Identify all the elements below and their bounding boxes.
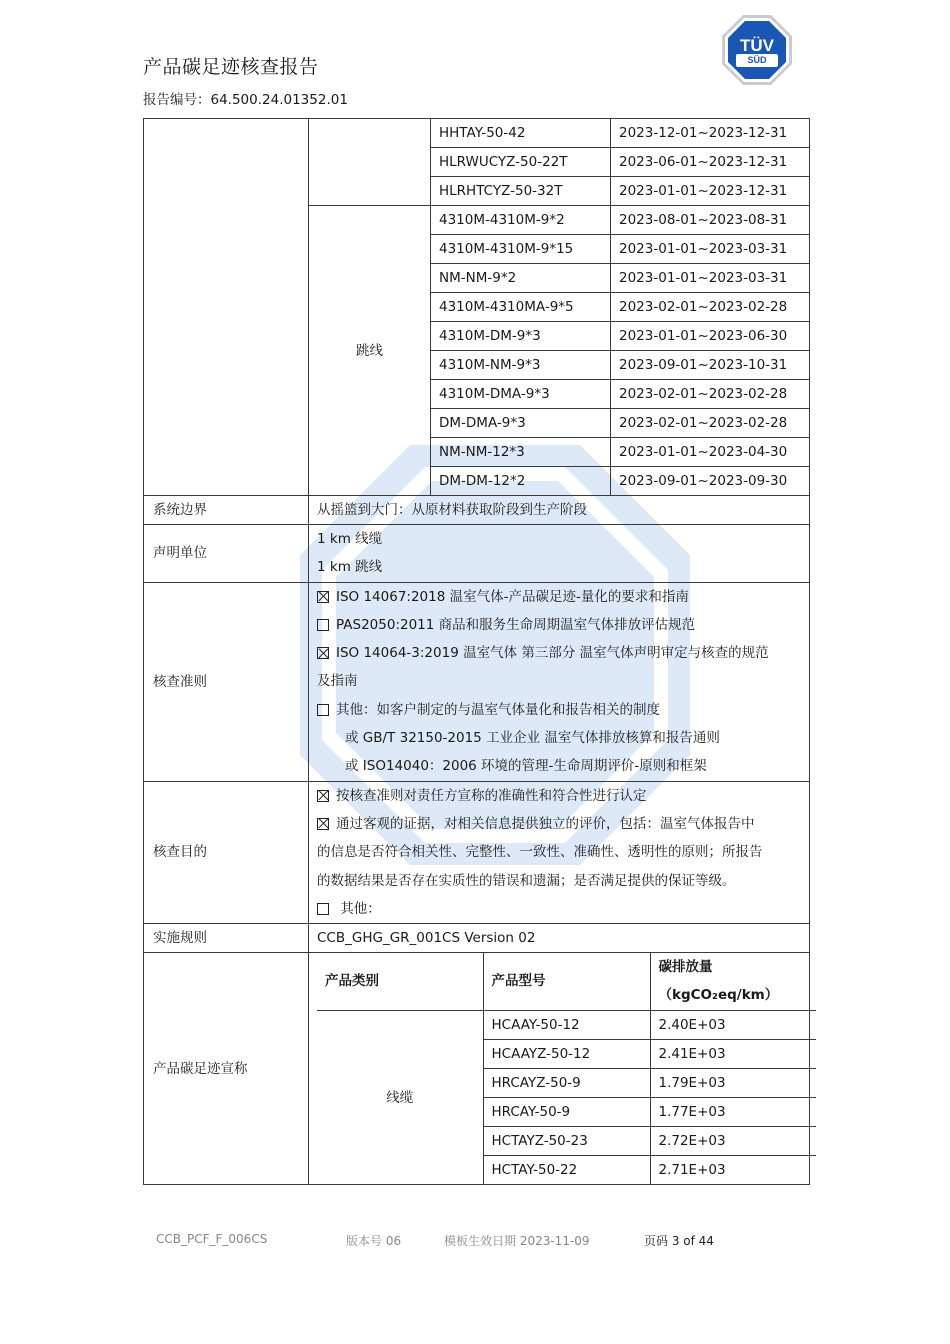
period-cell: 2023-06-01~2023-12-31	[611, 148, 810, 177]
checked-box-icon	[317, 790, 329, 802]
claim-header-category: 产品类别	[317, 953, 483, 1010]
purpose-label: 核查目的	[144, 781, 309, 923]
claim-header-model: 产品型号	[483, 953, 650, 1010]
claim-model-cell: HRCAY-50-9	[483, 1097, 650, 1126]
model-cell: 4310M-NM-9*3	[431, 351, 611, 380]
claim-value-cell: 2.71E+03	[658, 1162, 726, 1178]
criteria-item	[317, 696, 801, 724]
model-cell: NM-NM-9*2	[431, 264, 611, 293]
model-cell: 4310M-DMA-9*3	[431, 380, 611, 409]
claim-subtable-cell	[309, 953, 810, 1185]
purpose-text: 其他：	[336, 900, 381, 917]
purpose-value	[309, 781, 810, 923]
criteria-item	[317, 639, 801, 667]
emission-unit: （kgCO₂eq/km）	[658, 987, 779, 1004]
footer-form-code: CCB_PCF_F_006CS	[156, 1232, 268, 1246]
continued-category-cell	[309, 119, 431, 206]
report-main-table	[143, 118, 810, 1185]
claim-model-cell: HCTAY-50-22	[483, 1155, 650, 1184]
checked-box-icon	[317, 647, 329, 659]
checked-box-icon	[317, 591, 329, 603]
period-cell: 2023-01-01~2023-06-30	[611, 322, 810, 351]
period-cell: 2023-02-01~2023-02-28	[611, 380, 810, 409]
report-number: 报告编号：64.500.24.01352.01	[143, 92, 348, 108]
period-cell: 2023-09-01~2023-09-30	[611, 467, 810, 496]
model-cell: HLRWUCYZ-50-22T	[431, 148, 611, 177]
report-title: 产品碳足迹核查报告	[143, 56, 319, 78]
criteria-text: ISO 14064-3:2019 温室气体 第三部分 温室气体声明审定与核查的规范	[336, 645, 769, 662]
period-cell: 2023-01-01~2023-03-31	[611, 235, 810, 264]
continued-label-cell	[144, 119, 309, 496]
purpose-item	[317, 810, 801, 838]
criteria-text: 其他：如客户制定的与温室气体量化和报告相关的制度	[336, 701, 660, 718]
claim-model-cell: HCTAYZ-50-23	[483, 1126, 650, 1155]
claim-value-cell: 2.41E+03	[650, 1039, 816, 1068]
unchecked-box-icon	[317, 704, 329, 716]
footer-version: 版本号 06	[346, 1234, 402, 1248]
period-cell: 2023-12-01~2023-12-31	[611, 119, 810, 148]
period-cell: 2023-01-01~2023-03-31	[611, 264, 810, 293]
checked-box-icon	[317, 818, 329, 830]
criteria-text: ISO 14067:2018 温室气体-产品碳足迹-量化的要求和指南	[336, 588, 689, 605]
footer-page-number: 页码 3 of 44	[644, 1234, 714, 1248]
criteria-text: PAS2050:2011 商品和服务生命周期温室气体排放评估规范	[336, 616, 696, 633]
system-boundary-label: 系统边界	[144, 496, 309, 525]
criteria-cont: 及指南	[317, 673, 358, 690]
model-cell: 4310M-4310M-9*15	[431, 235, 611, 264]
claim-value-cell: 1.79E+03	[650, 1068, 816, 1097]
purpose-text: 通过客观的证据，对相关信息提供独立的评价，包括：温室气体报告中	[336, 815, 755, 832]
criteria-item	[317, 611, 801, 639]
claim-model-cell: HCAAY-50-12	[483, 1010, 650, 1039]
criteria-item	[317, 583, 801, 611]
period-cell: 2023-01-01~2023-04-30	[611, 438, 810, 467]
unchecked-box-icon	[317, 619, 329, 631]
unchecked-box-icon	[317, 903, 329, 915]
claim-table	[317, 953, 816, 1184]
jumper-category-cell: 跳线	[309, 206, 431, 496]
declared-unit-line: 1 km 跳线	[317, 559, 383, 576]
claim-category-cell: 线缆	[317, 1010, 483, 1184]
claim-header-emission	[650, 953, 816, 1010]
period-cell: 2023-02-01~2023-02-28	[611, 293, 810, 322]
criteria-label: 核查准则	[144, 582, 309, 781]
claim-label: 产品碳足迹宣称	[144, 953, 309, 1185]
purpose-text: 按核查准则对责任方宣称的准确性和符合性进行认定	[336, 787, 647, 804]
purpose-item	[317, 895, 801, 923]
system-boundary-value: 从摇篮到大门：从原材料获取阶段到生产阶段	[309, 496, 810, 525]
logo-text-tuv: TÜV	[740, 36, 774, 55]
emission-title: 碳排放量	[658, 959, 713, 976]
model-cell: 4310M-4310MA-9*5	[431, 293, 611, 322]
logo-text-sud: SÜD	[747, 55, 767, 65]
claim-model-cell: HRCAYZ-50-9	[483, 1068, 650, 1097]
model-cell: NM-NM-12*3	[431, 438, 611, 467]
declared-unit-value	[309, 525, 810, 583]
criteria-other-line: 或 GB/T 32150-2015 工业企业 温室气体排放核算和报告通则	[345, 730, 720, 747]
rules-value: CCB_GHG_GR_001CS Version 02	[309, 924, 810, 953]
period-cell: 2023-09-01~2023-10-31	[611, 351, 810, 380]
criteria-other-line: 或 ISO14040：2006 环境的管理-生命周期评价-原则和框架	[345, 758, 707, 775]
declared-unit-line: 1 km 线缆	[317, 531, 383, 547]
model-cell: DM-DMA-9*3	[431, 409, 611, 438]
purpose-line: 的数据结果是否存在实质性的错误和遗漏；是否满足提供的保证等级。	[317, 872, 736, 889]
claim-model-cell: HCAAYZ-50-12	[483, 1039, 650, 1068]
rules-label: 实施规则	[144, 924, 309, 953]
model-cell: HHTAY-50-42	[431, 119, 611, 148]
period-cell: 2023-01-01~2023-12-31	[611, 177, 810, 206]
model-cell: DM-DM-12*2	[431, 467, 611, 496]
model-cell: 4310M-4310M-9*2	[431, 206, 611, 235]
period-cell: 2023-08-01~2023-08-31	[611, 206, 810, 235]
footer-effective-date: 模板生效日期 2023-11-09	[444, 1234, 590, 1248]
claim-value-cell: 1.77E+03	[650, 1097, 816, 1126]
tuv-sud-logo	[721, 14, 793, 86]
declared-unit-label: 声明单位	[144, 525, 309, 583]
purpose-item	[317, 782, 801, 810]
model-cell: 4310M-DM-9*3	[431, 322, 611, 351]
claim-value-cell: 2.72E+03	[650, 1126, 816, 1155]
criteria-value	[309, 582, 810, 781]
model-cell: HLRHTCYZ-50-32T	[431, 177, 611, 206]
period-cell: 2023-02-01~2023-02-28	[611, 409, 810, 438]
claim-value-cell: 2.40E+03	[650, 1010, 816, 1039]
purpose-line: 的信息是否符合相关性、完整性、一致性、准确性、透明性的原则；所报告	[317, 844, 763, 861]
